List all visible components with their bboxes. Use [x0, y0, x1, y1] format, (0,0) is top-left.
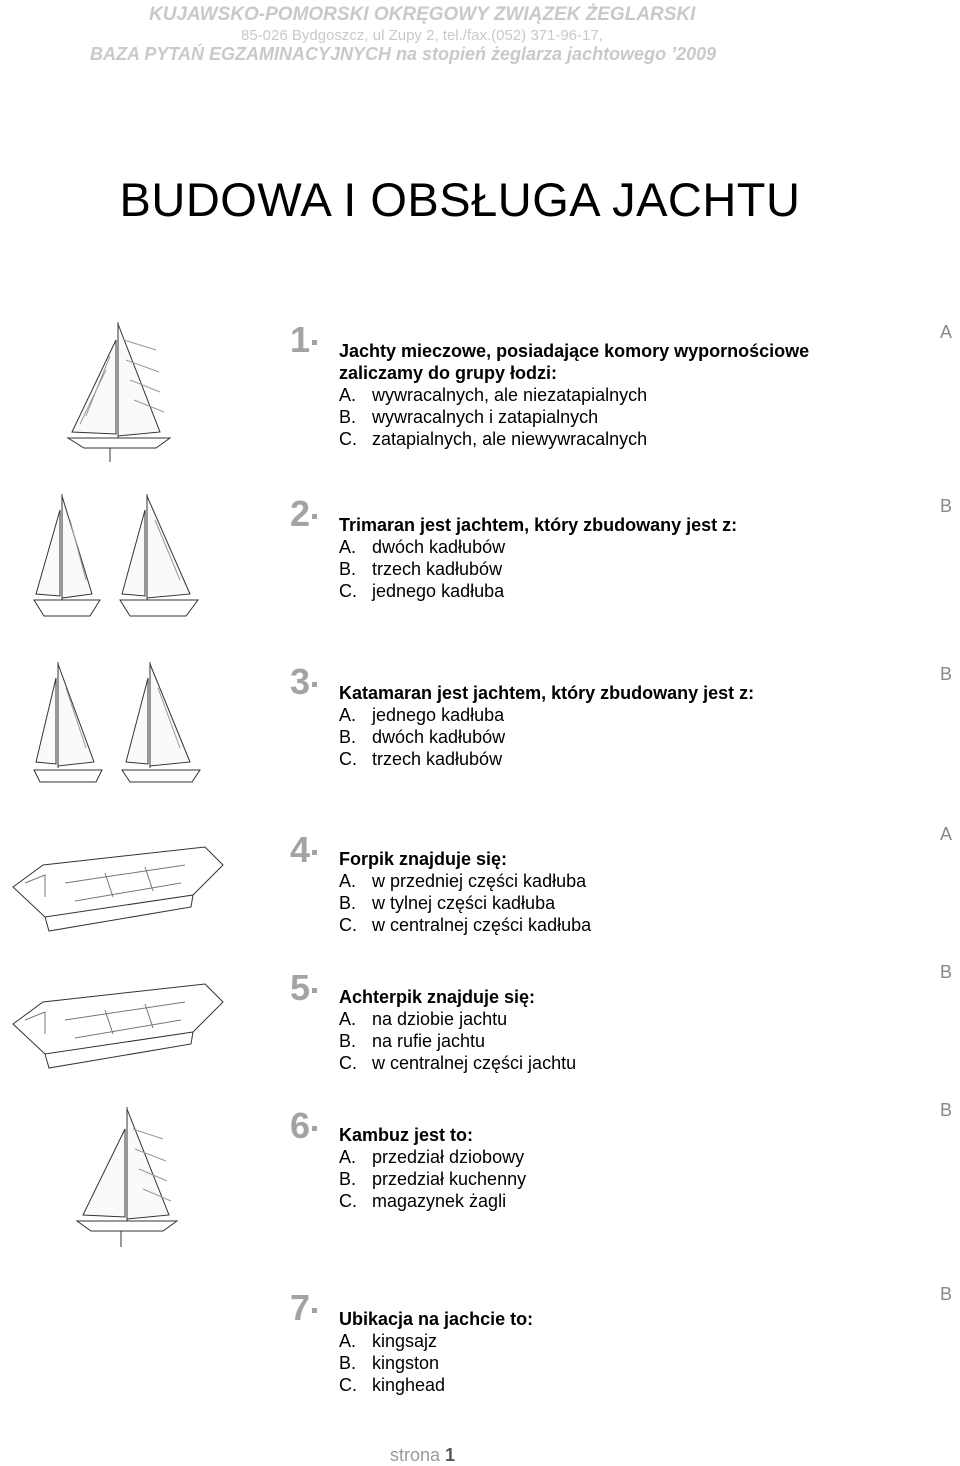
question-2 — [0, 493, 960, 656]
correct-answer: B — [940, 496, 953, 516]
header-exam-base: BAZA PYTAŃ EGZAMINACYJNYCH na stopień żeglarza jachtowego ’2009 — [90, 44, 717, 64]
answer-option-b: B. wywracalnych i zatapialnych — [339, 407, 599, 427]
question-5 — [0, 962, 960, 1130]
question-7 — [0, 1284, 960, 1450]
question-number: 1 — [290, 322, 317, 358]
answer-option-a: A. kingsajz — [339, 1331, 438, 1351]
page-title: BUDOWA I OBSŁUGA JACHTU — [119, 173, 801, 226]
answer-option-b: B. trzech kadłubów — [339, 559, 503, 579]
answer-option-b: B. w tylnej części kadłuba — [339, 893, 556, 913]
question-number: 7 — [290, 1290, 317, 1326]
answer-option-c: C. w centralnej części kadłuba — [339, 915, 592, 935]
question-number: 4 — [290, 832, 317, 868]
question-text: Kambuz jest to: — [339, 1125, 474, 1145]
question-text: Forpik znajduje się: — [339, 849, 508, 869]
header-org-name: KUJAWSKO-POMORSKI OKRĘGOWY ZWIĄZEK ŻEGLARSKI — [149, 4, 696, 25]
header-address: 85-026 Bydgoszcz, ul Zupy 2, tel./fax.(052) 371-96-17, — [241, 27, 603, 44]
answer-option-a: A. jednego kadłuba — [339, 705, 505, 725]
question-text: Achterpik znajduje się: — [339, 987, 536, 1007]
correct-answer: B — [940, 1100, 953, 1120]
answer-option-c: C. trzech kadłubów — [339, 749, 503, 769]
answer-option-c: C. kinghead — [339, 1375, 446, 1395]
bullet-square-icon — [312, 340, 317, 345]
bullet-square-icon — [312, 1308, 317, 1313]
page-footer — [390, 1445, 455, 1466]
answer-option-c: C. w centralnej części jachtu — [339, 1053, 577, 1073]
question-text: Katamaran jest jachtem, który zbudowany jest z: — [339, 683, 755, 703]
question-number: 5 — [290, 970, 317, 1006]
page-number: 1 — [445, 1445, 456, 1465]
bullet-square-icon — [312, 1126, 317, 1131]
question-1 — [0, 319, 960, 482]
page-label: strona — [390, 1445, 441, 1465]
answer-option-b: B. kingston — [339, 1353, 440, 1373]
answer-option-a: A. w przedniej części kadłuba — [339, 871, 587, 891]
answer-option-a: A. dwóch kadłubów — [339, 537, 506, 557]
question-text: Jachty mieczowe, posiadające komory wypornościowe — [339, 341, 810, 361]
bullet-square-icon — [312, 850, 317, 855]
question-text: Ubikacja na jachcie to: — [339, 1309, 534, 1329]
answer-option-c: C. jednego kadłuba — [339, 581, 505, 601]
correct-answer: A — [940, 322, 953, 342]
correct-answer: B — [940, 962, 953, 982]
answer-option-c: C. magazynek żagli — [339, 1191, 507, 1211]
correct-answer: A — [940, 824, 953, 844]
answer-option-a: A. przedział dziobowy — [339, 1147, 525, 1167]
question-number: 2 — [290, 496, 317, 532]
question-3 — [0, 661, 960, 824]
answer-option-b: B. dwóch kadłubów — [339, 727, 506, 747]
bullet-square-icon — [312, 988, 317, 993]
answer-option-b: B. na rufie jachtu — [339, 1031, 486, 1051]
answer-option-a: A. wywracalnych, ale niezatapialnych — [339, 385, 648, 405]
question-number: 6 — [290, 1108, 317, 1144]
answer-option-c: C. zatapialnych, ale niewywracalnych — [339, 429, 648, 449]
question-text: zaliczamy do grupy łodzi: — [339, 363, 558, 383]
bullet-square-icon — [312, 514, 317, 519]
answer-option-a: A. na dziobie jachtu — [339, 1009, 508, 1029]
question-6 — [0, 1100, 960, 1268]
question-text: Trimaran jest jachtem, który zbudowany jest z: — [339, 515, 738, 535]
bullet-square-icon — [312, 682, 317, 687]
correct-answer: B — [940, 664, 953, 684]
question-4 — [0, 824, 960, 992]
answer-option-b: B. przedział kuchenny — [339, 1169, 527, 1189]
correct-answer: B — [940, 1284, 953, 1304]
question-number: 3 — [290, 664, 317, 700]
